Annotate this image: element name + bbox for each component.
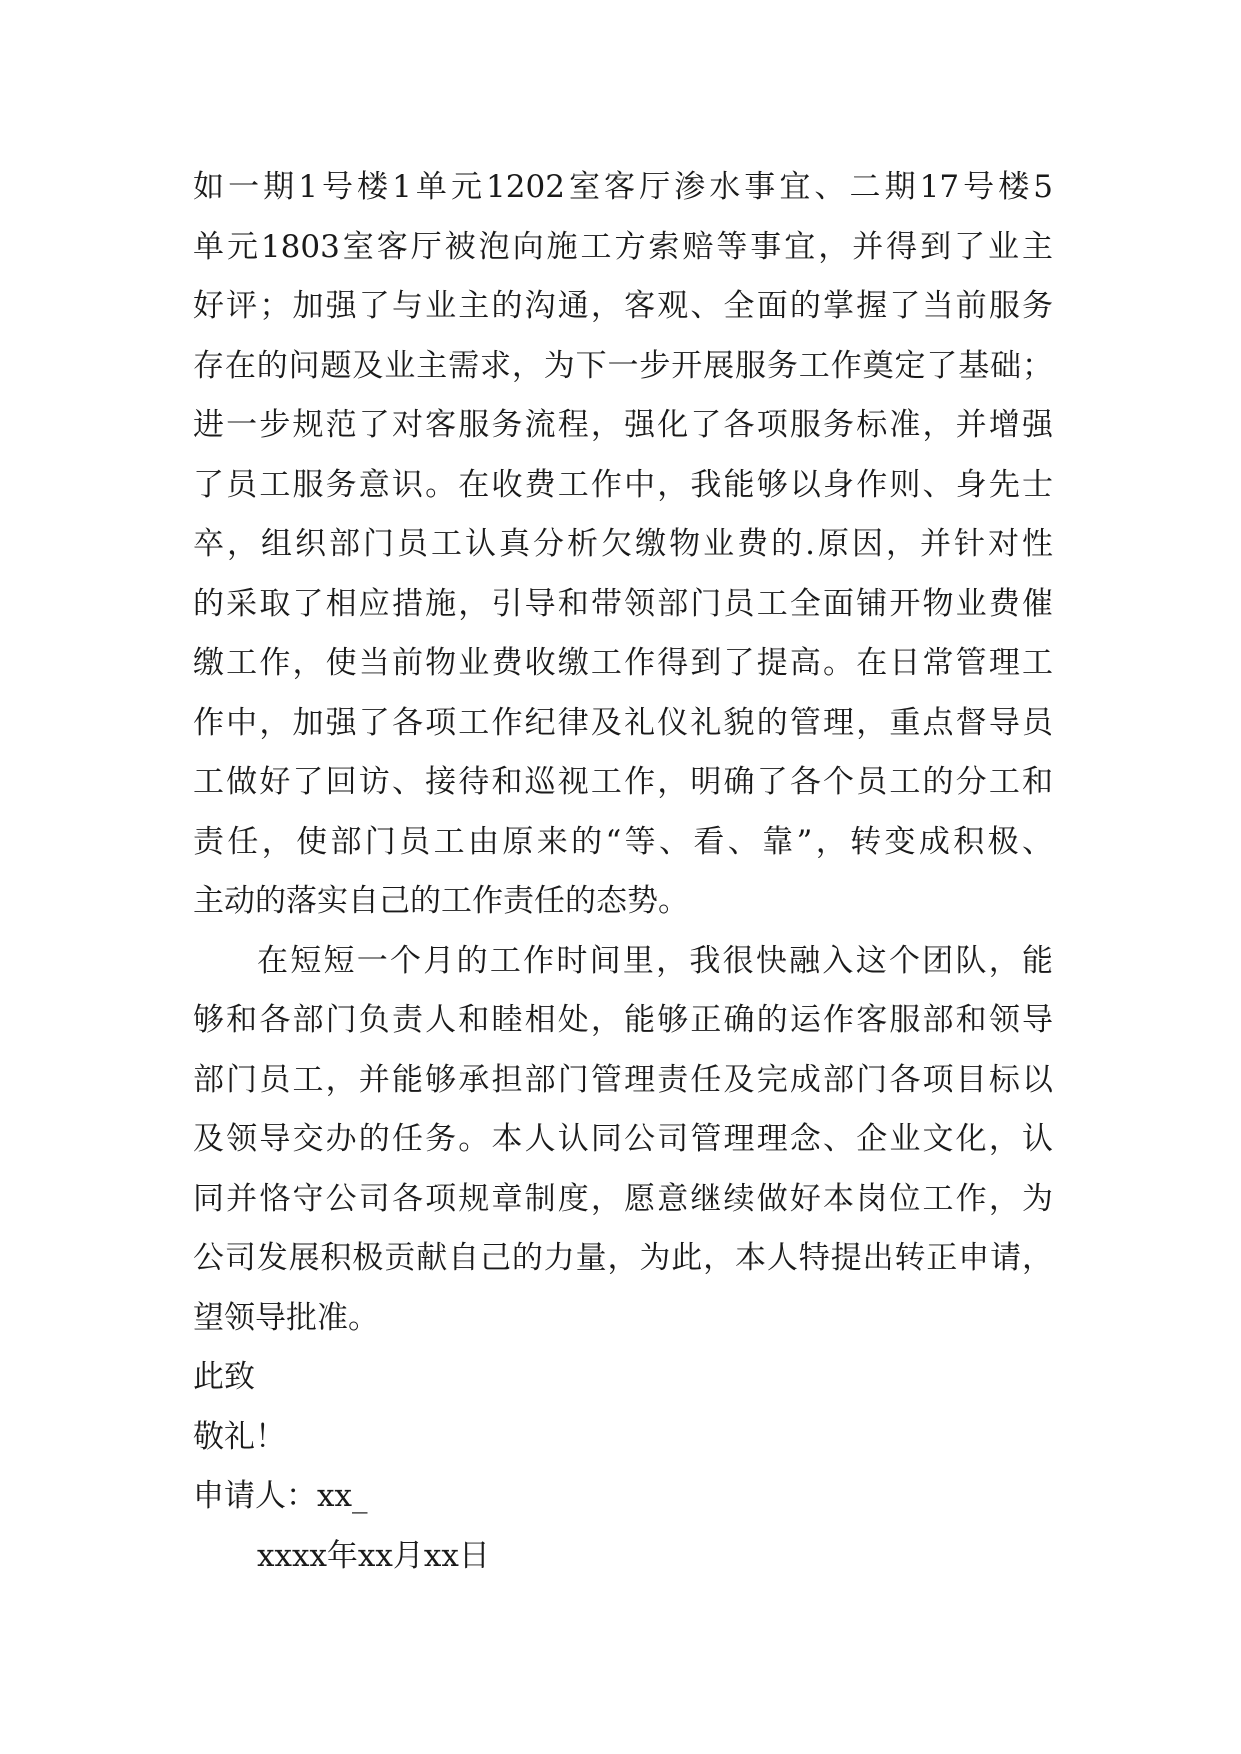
paragraph-line: 好评；加强了与业主的沟通，客观、全面的掌握了当前服务 [193, 288, 1053, 324]
letter-body [193, 158, 1053, 1586]
paragraph-line: 在短短一个月的工作时间里，我很快融入这个团队，能 [257, 942, 1053, 979]
paragraph-line: 了员工服务意识。在收费工作中，我能够以身作则、身先士 [193, 466, 1053, 503]
paragraph-line: 缴工作，使当前物业费收缴工作得到了提高。在日常管理工 [193, 645, 1053, 681]
paragraph-line: 卒，组织部门员工认真分析欠缴物业费的.原因，并针对性 [193, 526, 1053, 562]
paragraph-line: 望领导批准。 [193, 1299, 379, 1336]
applicant-signature: 申请人：xx_ [193, 1478, 368, 1514]
paragraph-line: 进一步规范了对客服务流程，强化了各项服务标准，并增强 [193, 407, 1053, 443]
paragraph-1 [193, 158, 1053, 932]
closing-block [193, 1348, 1053, 1586]
date-line: xxxx年xx月xx日 [257, 1537, 490, 1574]
paragraph-line: 如一期1号楼1单元1202室客厅渗水事宜、二期17号楼5 [193, 169, 1053, 205]
paragraph-line: 单元1803室客厅被泡向施工方索赔等事宜，并得到了业主 [193, 228, 1053, 265]
paragraph-line: 工做好了回访、接待和巡视工作，明确了各个员工的分工和 [193, 764, 1053, 800]
paragraph-line: 公司发展积极贡献自己的力量，为此，本人特提出转正申请， [193, 1240, 1053, 1276]
paragraph-line: 存在的问题及业主需求，为下一步开展服务工作奠定了基础； [193, 347, 1053, 384]
paragraph-line: 及领导交办的任务。本人认同公司管理理念、企业文化，认 [193, 1121, 1053, 1157]
paragraph-line: 的采取了相应措施，引导和带领部门员工全面铺开物业费催 [193, 585, 1053, 622]
paragraph-2 [193, 932, 1053, 1349]
paragraph-line: 作中，加强了各项工作纪律及礼仪礼貌的管理，重点督导员 [193, 704, 1053, 741]
paragraph-line: 部门员工，并能够承担部门管理责任及完成部门各项目标以 [193, 1061, 1053, 1098]
paragraph-line: 同并恪守公司各项规章制度，愿意继续做好本岗位工作，为 [193, 1180, 1053, 1217]
paragraph-line: 主动的落实自己的工作责任的态势。 [193, 883, 689, 919]
salutation-line-1: 此致 [193, 1359, 255, 1395]
salutation-line-2: 敬礼！ [193, 1418, 286, 1455]
paragraph-line: 责任，使部门员工由原来的“等、看、靠”，转变成积极、 [193, 823, 1053, 860]
paragraph-line: 够和各部门负责人和睦相处，能够正确的运作客服部和领导 [193, 1002, 1053, 1038]
